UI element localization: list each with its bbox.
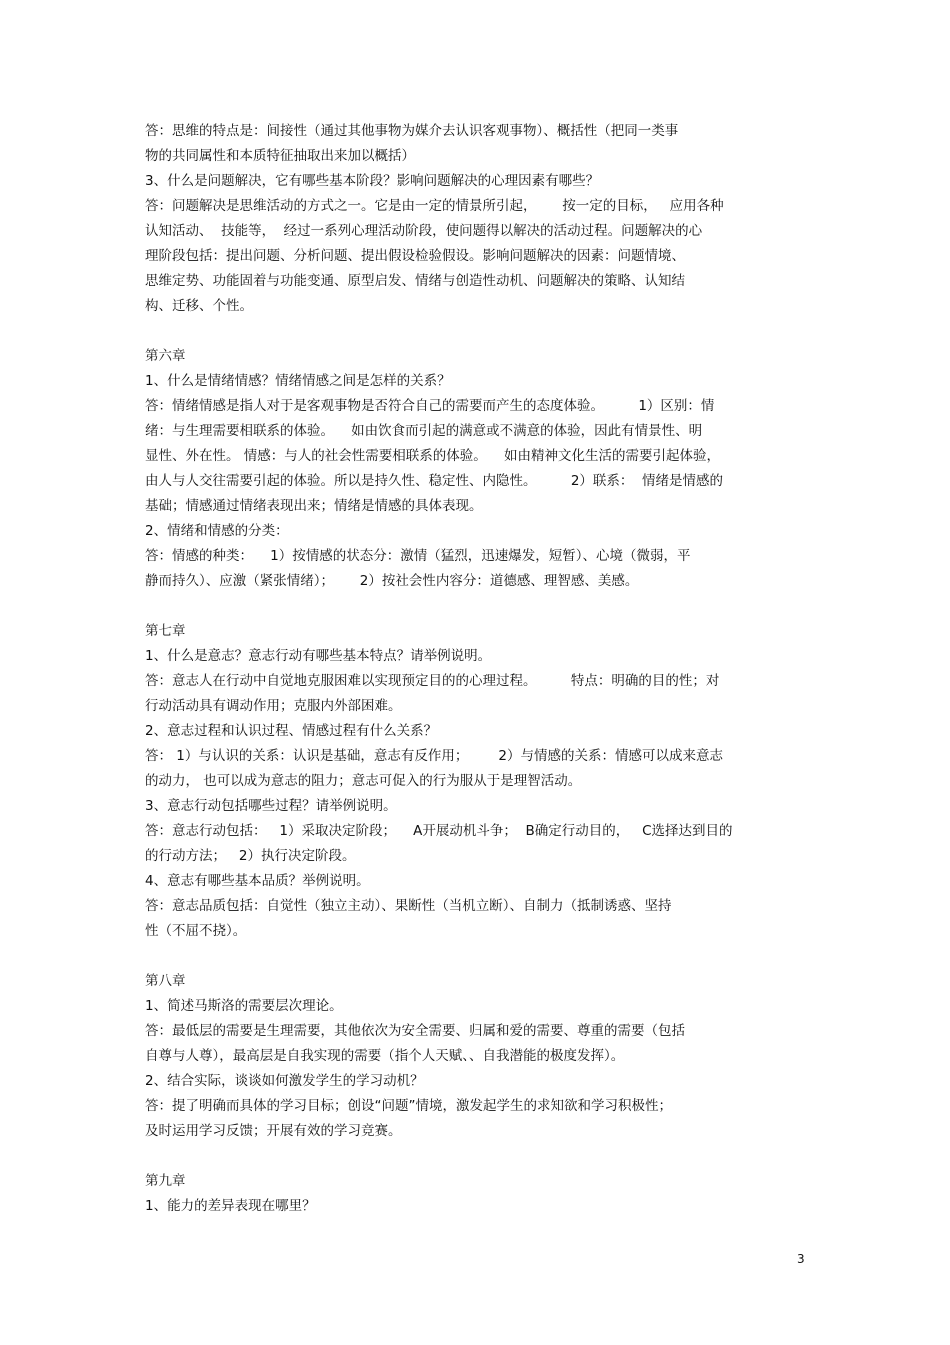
chapter-heading: 第八章 — [145, 973, 186, 989]
question-line: 2、结合实际，谈谈如何激发学生的学习动机？ — [145, 1073, 424, 1089]
chapter-heading: 第六章 — [145, 348, 186, 364]
text-line: 答：意志人在行动中自觉地克服困难以实现预定目的的心理过程。 特点：明确的目的性；对 — [145, 673, 720, 689]
text-line: 答： 1）与认识的关系：认识是基础，意志有反作用； 2）与情感的关系：情感可以成来意志 — [145, 748, 724, 764]
question-line: 2、意志过程和认识过程、情感过程有什么关系？ — [145, 723, 438, 739]
text-line: 答：最低层的需要是生理需要，其他依次为安全需要、归属和爱的需要、尊重的需要（包括 — [145, 1023, 685, 1039]
text-line: 自尊与人尊），最高层是自我实现的需要（指个人天赋、、自我潜能的极度发挥）。 — [145, 1048, 625, 1064]
question-line: 1、简述马斯洛的需要层次理论。 — [145, 998, 343, 1014]
text-line: 答：问题解决是思维活动的方式之一。它是由一定的情景所引起， 按一定的目标， 应用各种 — [145, 198, 724, 214]
text-line: 行动活动具有调动作用；克服内外部困难。 — [145, 698, 402, 714]
question-line: 3、什么是问题解决，它有哪些基本阶段？影响问题解决的心理因素有哪些？ — [145, 173, 600, 189]
text-line: 答：情绪情感是指人对于是客观事物是否符合自己的需要而产生的态度体验。 1）区别：情 — [145, 398, 715, 414]
question-line: 2、情绪和情感的分类： — [145, 523, 289, 539]
text-line: 答：思维的特点是：间接性（通过其他事物为媒介去认识客观事物）、概括性（把同一类事 — [145, 123, 679, 139]
text-line: 性（不屈不挠）。 — [145, 923, 247, 939]
text-line: 由人与人交往需要引起的体验。所以是持久性、稳定性、内隐性。 2）联系： 情绪是情感的 — [145, 473, 724, 489]
text-line: 答：意志行动包括： 1）采取决定阶段； A开展动机斗争； B确定行动目的， C选择达到目的 — [145, 823, 733, 839]
text-line: 思维定势、功能固着与功能变通、原型启发、情绪与创造性动机、问题解决的策略、认知结 — [145, 273, 685, 289]
text-line: 的行动方法； 2）执行决定阶段。 — [145, 848, 356, 864]
chapter-heading: 第七章 — [145, 623, 186, 639]
question-line: 1、能力的差异表现在哪里？ — [145, 1198, 316, 1214]
question-line: 4、意志有哪些基本品质？举例说明。 — [145, 873, 370, 889]
text-line: 答：情感的种类： 1）按情感的状态分：激情（猛烈，迅速爆发，短暂）、心境（微弱，平 — [145, 548, 691, 564]
text-line: 理阶段包括：提出问题、分析问题、提出假设检验假设。影响问题解决的因素：问题情境、 — [145, 248, 685, 264]
question-line: 1、什么是情绪情感？情绪情感之间是怎样的关系？ — [145, 373, 451, 389]
text-line: 绪：与生理需要相联系的体验。 如由饮食而引起的满意或不满意的体验，因此有情景性、明 — [145, 423, 703, 439]
text-line: 物的共同属性和本质特征抽取出来加以概括） — [145, 148, 415, 164]
text-line: 认知活动、 技能等， 经过一系列心理活动阶段，使问题得以解决的活动过程。问题解决的心 — [145, 223, 703, 239]
text-line: 基础；情感通过情绪表现出来；情绪是情感的具体表现。 — [145, 498, 483, 514]
text-line: 显性、外在性。 情感：与人的社会性需要相联系的体验。 如由精神文化生活的需要引起体验， — [145, 448, 720, 464]
text-line: 答：意志品质包括：自觉性（独立主动）、果断性（当机立断）、自制力（抵制诱惑、坚持 — [145, 898, 672, 914]
text-line: 的动力， 也可以成为意志的阻力；意志可促入的行为服从于是理智活动。 — [145, 773, 582, 789]
question-line: 1、什么是意志？意志行动有哪些基本特点？请举例说明。 — [145, 648, 492, 664]
text-line: 答：提了明确而具体的学习目标；创设“问题”情境，激发起学生的求知欲和学习积极性； — [145, 1098, 672, 1114]
chapter-heading: 第九章 — [145, 1173, 186, 1189]
question-line: 3、意志行动包括哪些过程？请举例说明。 — [145, 798, 397, 814]
text-line: 静而持久）、应激（紧张情绪）； 2）按社会性内容分：道德感、理智感、美感。 — [145, 573, 639, 589]
text-line: 构、迁移、个性。 — [145, 298, 253, 314]
text-line: 及时运用学习反馈；开展有效的学习竞赛。 — [145, 1123, 402, 1139]
page-number: 3 — [797, 1252, 805, 1266]
